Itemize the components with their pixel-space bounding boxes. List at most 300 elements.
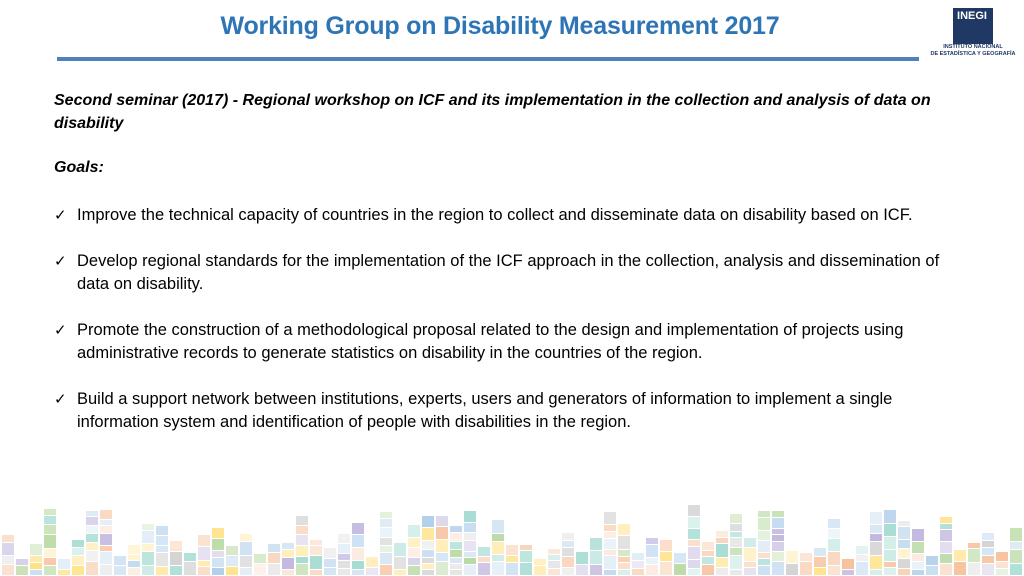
footer-bar-block: [884, 562, 896, 567]
footer-bar-block: [198, 547, 210, 560]
footer-bar-block: [562, 548, 574, 556]
footer-bar-block: [2, 556, 14, 564]
footer-bar-block: [464, 541, 476, 551]
footer-bar-block: [72, 556, 84, 565]
footer-bar-block: [492, 542, 504, 554]
footer-bar-block: [744, 548, 756, 561]
footer-bar-block: [716, 544, 728, 557]
footer-bar-block: [884, 510, 896, 523]
footer-bar-block: [702, 565, 714, 575]
footer-bar-block: [338, 554, 350, 560]
footer-bar-block: [44, 509, 56, 515]
footer-bar-block: [30, 556, 42, 562]
footer-bar-block: [884, 524, 896, 536]
footer-bar-block: [100, 526, 112, 533]
footer-bar-block: [730, 532, 742, 537]
footer-bar-block: [240, 556, 252, 567]
footer-bar-block: [982, 548, 994, 555]
footer-bar-block: [128, 545, 140, 554]
footer-bar-block: [590, 551, 602, 564]
footer-bar-block: [758, 553, 770, 558]
footer-bar-block: [604, 550, 616, 555]
footer-bar-block: [604, 532, 616, 538]
footer-bar-block: [184, 553, 196, 561]
footer-bar-block: [128, 555, 140, 560]
footer-bar-block: [982, 533, 994, 540]
footer-bar-block: [716, 538, 728, 543]
footer-bar-block: [296, 546, 308, 556]
footer-bar-block: [702, 551, 714, 556]
footer-bar-block: [212, 551, 224, 557]
footer-bar-block: [352, 548, 364, 560]
footer-bar-block: [282, 570, 294, 575]
footer-bar-block: [156, 536, 168, 545]
footer-bar-block: [940, 542, 952, 553]
goal-text: Improve the technical capacity of countries in the region to collect and disseminate data on disability based on ICF.: [77, 206, 913, 224]
footer-bar-block: [268, 544, 280, 552]
footer-bar-block: [324, 559, 336, 567]
footer-bar-block: [240, 542, 252, 555]
footer-bar-block: [310, 546, 322, 555]
footer-bar-block: [1010, 550, 1022, 563]
logo-subtitle-line-2: DE ESTADÍSTICA Y GEOGRAFÍA: [930, 51, 1016, 57]
footer-bar-block: [506, 563, 518, 575]
footer-bar-block: [688, 529, 700, 539]
footer-bar-block: [184, 562, 196, 575]
footer-bar-block: [828, 519, 840, 528]
footer-bar-block: [408, 538, 420, 547]
footer-bar-block: [1010, 528, 1022, 541]
footer-bar-block: [576, 565, 588, 575]
footer-bar-block: [296, 535, 308, 545]
footer-bar-block: [758, 518, 770, 530]
footer-bar-block: [338, 534, 350, 543]
footer-bar-block: [296, 526, 308, 534]
footer-bar-block: [688, 517, 700, 528]
footer-bar-block: [702, 542, 714, 550]
footer-bar-block: [2, 565, 14, 575]
footer-bar-block: [898, 540, 910, 548]
footer-bar-block: [436, 562, 448, 575]
footer-bar-block: [58, 559, 70, 569]
footer-bar-block: [212, 568, 224, 575]
footer-bar-block: [688, 540, 700, 546]
goal-text: Promote the construction of a methodological proposal related to the design and implementation of projects using administrative records to generate statistics on disability in the countries of the region.: [77, 321, 904, 362]
footer-bar-block: [44, 566, 56, 575]
footer-bar-block: [716, 568, 728, 575]
footer-bar-block: [996, 569, 1008, 575]
footer-bar-block: [772, 529, 784, 534]
footer-bar-block: [604, 512, 616, 524]
footer-bar-block: [72, 566, 84, 575]
footer-bar-block: [100, 534, 112, 545]
footer-bar-block: [240, 568, 252, 575]
footer-bar-block: [296, 557, 308, 563]
footer-bar-block: [450, 526, 462, 532]
footer-bar-block: [562, 541, 574, 547]
footer-bar-block: [464, 565, 476, 575]
footer-bar-block: [618, 557, 630, 562]
footer-bar-block: [940, 517, 952, 523]
footer-bar-block: [86, 551, 98, 561]
footer-bar-block: [1010, 564, 1022, 575]
footer-bar-block: [884, 550, 896, 561]
footer-bar-block: [828, 566, 840, 575]
footer-bar-block: [450, 542, 462, 549]
footer-bar-block: [72, 548, 84, 555]
goal-text: Build a support network between institutions, experts, users and generators of information to implement a single information system and identification of people with disabilities in the region.: [77, 390, 893, 431]
footer-bar-block: [856, 562, 868, 575]
footer-bar-block: [646, 558, 658, 564]
footer-bar-block: [814, 568, 826, 575]
footer-bar-block: [898, 549, 910, 558]
footer-bar-block: [380, 528, 392, 537]
footer-bar-block: [464, 511, 476, 522]
footer-bar-block: [142, 524, 154, 530]
footer-bar-block: [86, 562, 98, 575]
footer-bar-block: [478, 563, 490, 575]
footer-bar-block: [884, 568, 896, 575]
footer-bar-block: [254, 554, 266, 563]
footer-bar-block: [506, 556, 518, 562]
footer-bar-block: [450, 558, 462, 563]
footer-bar-block: [618, 524, 630, 535]
footer-bar-block: [282, 543, 294, 549]
footer-bar-block: [618, 570, 630, 575]
footer-bar-block: [492, 562, 504, 575]
footer-bar-block: [254, 564, 266, 575]
goal-item: [54, 250, 954, 296]
footer-bar-block: [478, 557, 490, 562]
footer-bar-block: [338, 544, 350, 553]
footer-bar-block: [912, 529, 924, 541]
footer-bar-block: [898, 569, 910, 575]
footer-bar-block: [814, 548, 826, 556]
footer-bar-block: [436, 540, 448, 552]
footer-bar-block: [408, 566, 420, 575]
footer-bar-block: [30, 570, 42, 575]
title-underline: [57, 57, 919, 61]
footer-bar-block: [380, 519, 392, 527]
footer-bar-block: [436, 527, 448, 539]
footer-bar-block: [380, 553, 392, 564]
footer-bar-block: [44, 535, 56, 548]
footer-bar-block: [338, 561, 350, 568]
footer-bar-block: [548, 555, 560, 560]
footer-bar-block: [226, 567, 238, 575]
footer-bar-block: [142, 566, 154, 575]
footer-bar-block: [730, 548, 742, 555]
footer-bar-block: [954, 550, 966, 561]
footer-bar-block: [604, 539, 616, 549]
footer-bar-block: [800, 562, 812, 575]
goal-item: [54, 319, 954, 365]
footer-bar-block: [548, 549, 560, 554]
footer-bar-block: [44, 516, 56, 524]
footer-bar-block: [44, 525, 56, 534]
footer-bar-block: [100, 520, 112, 525]
footer-bar-block: [408, 525, 420, 537]
footer-bar-block: [268, 564, 280, 575]
footer-bar-block: [100, 565, 112, 575]
footer-bar-block: [380, 538, 392, 545]
footer-bar-block: [142, 544, 154, 551]
footer-bar-block: [688, 547, 700, 559]
footer-bar-block: [870, 542, 882, 555]
footer-bar-block: [660, 552, 672, 561]
footer-bar-block: [716, 558, 728, 567]
footer-bar-block: [86, 534, 98, 542]
footer-bar-block: [758, 511, 770, 517]
footer-bar-block: [968, 549, 980, 562]
footer-bar-block: [198, 535, 210, 546]
footer-bar-block: [422, 558, 434, 563]
footer-bar-block: [380, 565, 392, 575]
footer-bar-block: [198, 567, 210, 575]
footer-bar-block: [366, 557, 378, 567]
footer-bar-block: [772, 535, 784, 541]
footer-bar-block: [618, 536, 630, 549]
footer-bar-block: [800, 553, 812, 561]
footer-bar-block: [492, 534, 504, 541]
footer-bar-block: [86, 526, 98, 533]
footer-bar-block: [898, 521, 910, 526]
footer-bar-block: [520, 545, 532, 550]
checkmark-icon: ✓: [54, 207, 67, 224]
footer-bar-block: [870, 512, 882, 524]
footer-bar-block: [352, 570, 364, 575]
footer-bar-block: [730, 570, 742, 575]
footer-bar-block: [16, 566, 28, 575]
footer-bar-block: [2, 535, 14, 542]
footer-bar-block: [898, 527, 910, 539]
footer-bar-block: [310, 570, 322, 575]
footer-bar-block: [44, 549, 56, 557]
footer-bar-block: [870, 534, 882, 541]
footer-bar-block: [212, 528, 224, 538]
footer-bar-block: [870, 525, 882, 533]
footer-bar-block: [422, 550, 434, 557]
footer-bar-block: [772, 562, 784, 575]
footer-bar-block: [828, 539, 840, 551]
footer-bar-block: [394, 543, 406, 556]
footer-bar-block: [464, 552, 476, 557]
footer-bar-block: [632, 569, 644, 575]
footer-bar-block: [744, 562, 756, 567]
footer-bar-block: [478, 547, 490, 556]
footer-bar-block: [716, 531, 728, 537]
footer-bar-block: [296, 564, 308, 575]
footer-bar-block: [646, 565, 658, 575]
footer-bar-block: [408, 558, 420, 565]
footer-bar-block: [310, 540, 322, 545]
footer-bar-block: [632, 553, 644, 560]
footer-bar-block: [520, 563, 532, 575]
footer-bar-block: [282, 550, 294, 557]
footer-bar-block: [114, 556, 126, 565]
footer-bar-block: [86, 511, 98, 516]
footer-bar-block: [422, 564, 434, 569]
footer-bar-block: [450, 533, 462, 541]
footer-bar-block: [240, 534, 252, 541]
footer-bar-block: [982, 541, 994, 547]
footer-bar-block: [2, 543, 14, 555]
footer-bar-block: [912, 554, 924, 561]
footer-bar-block: [744, 568, 756, 575]
footer-bar-block: [688, 569, 700, 575]
footer-bar-block: [618, 563, 630, 569]
footer-bar-block: [226, 556, 238, 566]
footer-bar-block: [156, 553, 168, 566]
footer-bar-block: [912, 570, 924, 575]
footer-bar-block: [268, 553, 280, 563]
footer-bar-block: [996, 562, 1008, 568]
footer-bar-block: [828, 529, 840, 538]
footer-bar-block: [422, 516, 434, 527]
footer-bar-block: [282, 558, 294, 569]
footer-bar-block: [520, 551, 532, 562]
footer-bar-block: [436, 553, 448, 561]
footer-bar-block: [44, 558, 56, 565]
footer-bar-block: [562, 533, 574, 540]
footer-bar-block: [660, 562, 672, 575]
footer-bar-block: [72, 540, 84, 547]
footer-bar-block: [156, 526, 168, 535]
footer-bar-block: [548, 561, 560, 568]
footer-bar-block: [352, 561, 364, 569]
footer-bar-block: [926, 556, 938, 565]
footer-bar-block: [86, 543, 98, 550]
footer-bar-block: [618, 550, 630, 556]
footer-bar-block: [828, 552, 840, 565]
footer-bar-block: [422, 570, 434, 575]
footer-bar-block: [674, 564, 686, 575]
footer-bar-block: [128, 568, 140, 575]
footer-bar-block: [100, 552, 112, 564]
footer-bar-block: [842, 570, 854, 575]
footer-bar-block: [422, 528, 434, 540]
footer-bar-block: [310, 556, 322, 569]
footer-bar-block: [996, 552, 1008, 561]
footer-bar-block: [324, 548, 336, 558]
goals-heading: Goals:: [54, 159, 104, 176]
footer-bar-block: [576, 552, 588, 564]
goal-item: [54, 204, 954, 227]
footer-bar-block: [604, 570, 616, 575]
footer-bar-block: [646, 545, 658, 557]
footer-bar-block: [772, 518, 784, 528]
footer-bar-block: [156, 567, 168, 575]
footer-bar-block: [926, 566, 938, 575]
footer-bar-block: [226, 546, 238, 555]
footer-bar-block: [1010, 542, 1022, 549]
footer-bar-block: [856, 546, 868, 554]
footer-bar-block: [408, 548, 420, 557]
logo-word: INEGI: [957, 10, 987, 22]
footer-bar-block: [604, 525, 616, 531]
footer-bar-block: [772, 511, 784, 517]
page-title: Working Group on Disability Measurement 2017: [220, 12, 780, 40]
footer-bar-block: [296, 516, 308, 525]
footer-bar-block: [548, 569, 560, 575]
goal-text: Develop regional standards for the implementation of the ICF approach in the collection, analysis and dissemination of data on disability.: [77, 252, 940, 293]
footer-bar-block: [982, 556, 994, 563]
seminar-subtitle: Second seminar (2017) - Regional workshop on ICF and its implementation in the collection and analysis of data on disability: [54, 92, 931, 132]
footer-bar-block: [786, 564, 798, 575]
footer-bar-block: [352, 535, 364, 547]
footer-bar-block: [758, 559, 770, 565]
footer-bar-block: [842, 559, 854, 569]
footer-bar-block: [870, 570, 882, 575]
footer-bar-block: [786, 551, 798, 563]
footer-bar-block: [968, 563, 980, 575]
footer-bar-block: [394, 557, 406, 569]
footer-bar-block: [100, 510, 112, 519]
footer-bar-block: [422, 541, 434, 549]
footer-bar-block: [814, 557, 826, 567]
footer-bar-block: [940, 530, 952, 541]
footer-bar-block: [170, 566, 182, 575]
footer-bar-block: [142, 531, 154, 543]
footer-bar-block: [870, 556, 882, 569]
footer-bar-block: [856, 555, 868, 561]
footer-bar-block: [128, 561, 140, 567]
footer-bar-block: [758, 566, 770, 575]
footer-bar-block: [380, 546, 392, 552]
checkmark-icon: ✓: [54, 253, 67, 270]
footer-bar-block: [212, 539, 224, 550]
footer-bar-block: [758, 541, 770, 552]
footer-bar-block: [940, 564, 952, 575]
footer-bar-block: [198, 561, 210, 566]
footer-bar-block: [534, 559, 546, 565]
footer-bar-block: [562, 557, 574, 567]
footer-bar-block: [30, 563, 42, 569]
footer-bar-block: [114, 566, 126, 575]
footer-bar-block: [338, 569, 350, 575]
footer-bar-block: [730, 514, 742, 523]
footer-bar-block: [744, 538, 756, 547]
footer-bar-block: [968, 543, 980, 548]
footer-bar-block: [436, 516, 448, 526]
footer-bar-block: [170, 552, 182, 565]
footer-bar-block: [156, 546, 168, 552]
footer-bar-block: [506, 545, 518, 555]
footer-bar-block: [772, 542, 784, 551]
checkmark-icon: ✓: [54, 322, 67, 339]
footer-bar-block: [100, 546, 112, 551]
footer-bar-block: [464, 523, 476, 532]
footer-bar-block: [170, 541, 182, 551]
footer-bar-block: [772, 552, 784, 561]
footer-bar-block: [702, 557, 714, 564]
footer-bar-block: [450, 564, 462, 569]
footer-bar-block: [590, 538, 602, 550]
footer-bar-block: [898, 559, 910, 568]
footer-bar-block: [352, 523, 364, 534]
footer-bar-block: [940, 554, 952, 563]
footer-bar-block: [660, 540, 672, 551]
footer-bar-block: [16, 559, 28, 565]
footer-bar-block: [590, 565, 602, 575]
footer-bar-block: [450, 570, 462, 575]
footer-bar-block: [492, 555, 504, 561]
footer-bar-block: [730, 556, 742, 569]
footer-bar-block: [534, 566, 546, 575]
inegi-logo: [928, 8, 1018, 58]
goals-list: [54, 204, 954, 457]
footer-bar-block: [912, 562, 924, 569]
